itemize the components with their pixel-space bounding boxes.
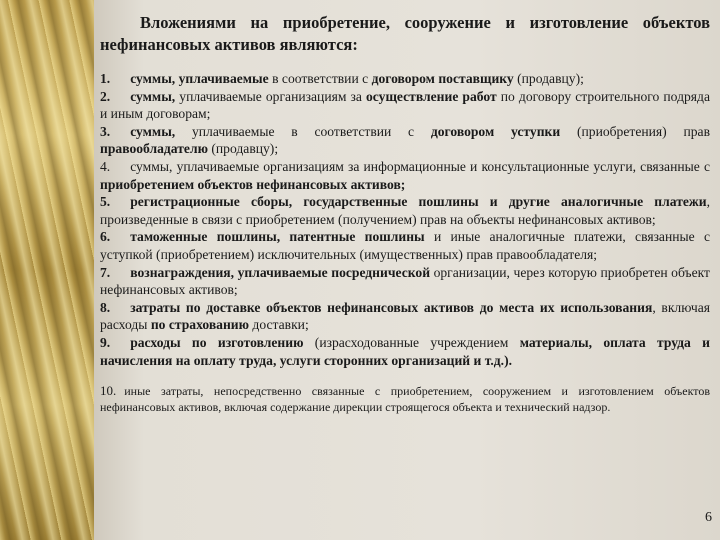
item-text: , произведенные в связи с приобретением (получением) прав на объекты нефинансовых активов; (100, 194, 710, 227)
items-list (100, 70, 710, 369)
item-number: 2. (100, 88, 111, 104)
item-text: , включая расходы (100, 299, 710, 333)
list-item (100, 264, 710, 299)
list-item (100, 70, 710, 88)
item-text: доставки; (249, 317, 309, 333)
item-text: (продавцу); (513, 71, 584, 86)
item-text: суммы, уплачиваемые (130, 71, 269, 86)
item-text: вознаграждения, уплачиваемые посреднической (130, 264, 431, 280)
item-text: (приобретения) прав (560, 123, 710, 139)
item-number: 6. (100, 229, 111, 245)
item-number: 4. (100, 158, 111, 174)
item-text: иные затраты, непосредственно связанные с приобретением, сооружением и изготовлением объектов нефинансовых активов, включая содержание дирекции строящегося объекта и технический надзор. (100, 384, 710, 415)
item-text: договором уступки (430, 123, 561, 139)
item-number: 1. (100, 71, 111, 86)
list-item (100, 193, 710, 228)
item-text: осуществление работ (366, 88, 497, 104)
list-item (100, 123, 710, 158)
item-text: регистрационные сборы, государственные пошлины и другие аналогичные платежи (130, 194, 707, 210)
item-number: 8. (100, 299, 111, 315)
item-text: и иные аналогичные платежи, связанные с уступкой (приобретением) исключительных (имущественных) прав правообладателя; (100, 229, 711, 262)
item-number: 5. (100, 194, 111, 210)
item-text: уплачиваемые организациям за (175, 88, 366, 104)
item-text: (израсходованные учреждением (303, 334, 520, 350)
item-text: организации, через которую приобретен объект нефинансовых активов; (100, 264, 710, 298)
slide-content (100, 12, 710, 427)
item-text: по договору строительного подряда и иным договорам; (100, 88, 710, 122)
item-number: 9. (100, 334, 111, 350)
item-text: расходы по изготовлению (130, 334, 304, 350)
list-item (100, 299, 710, 334)
list-item-10 (100, 383, 710, 415)
decorative-gold-stripes (0, 0, 94, 540)
item-text: затраты по доставке объектов нефинансовых активов до места их использования (130, 299, 653, 315)
item-text: материалы, оплата труда и начисления на оплату труда, услуги сторонних организаций и т.д.). (100, 334, 711, 368)
item-number: 10. (100, 383, 117, 399)
item-text: таможенные пошлины, патентные пошлины (130, 229, 425, 245)
slide-title: Вложениями на приобретение, сооружение и изготовление объектов нефинансовых активов являются: (100, 13, 710, 54)
page-number: 6 (705, 510, 712, 525)
item-number: 3. (100, 123, 111, 139)
item-text: (продавцу); (207, 141, 279, 157)
item-number: 7. (100, 264, 111, 280)
item-text: правообладателю (100, 141, 208, 157)
item-text: уплачиваемые в соответствии с (175, 123, 431, 139)
list-item (100, 228, 710, 263)
list-item (100, 158, 710, 193)
list-item (100, 334, 710, 369)
item-text: суммы, (130, 123, 176, 139)
item-text: в соответствии с (268, 71, 372, 86)
item-text: приобретением объектов нефинансовых активов; (100, 176, 406, 192)
item-text: по страхованию (150, 317, 250, 333)
item-text: суммы, уплачиваемые организациям за информационные и консультационные услуги, связанные с (130, 158, 710, 174)
item-text: договором поставщику (371, 71, 514, 86)
list-item (100, 88, 710, 123)
item-text: суммы, (130, 88, 176, 104)
